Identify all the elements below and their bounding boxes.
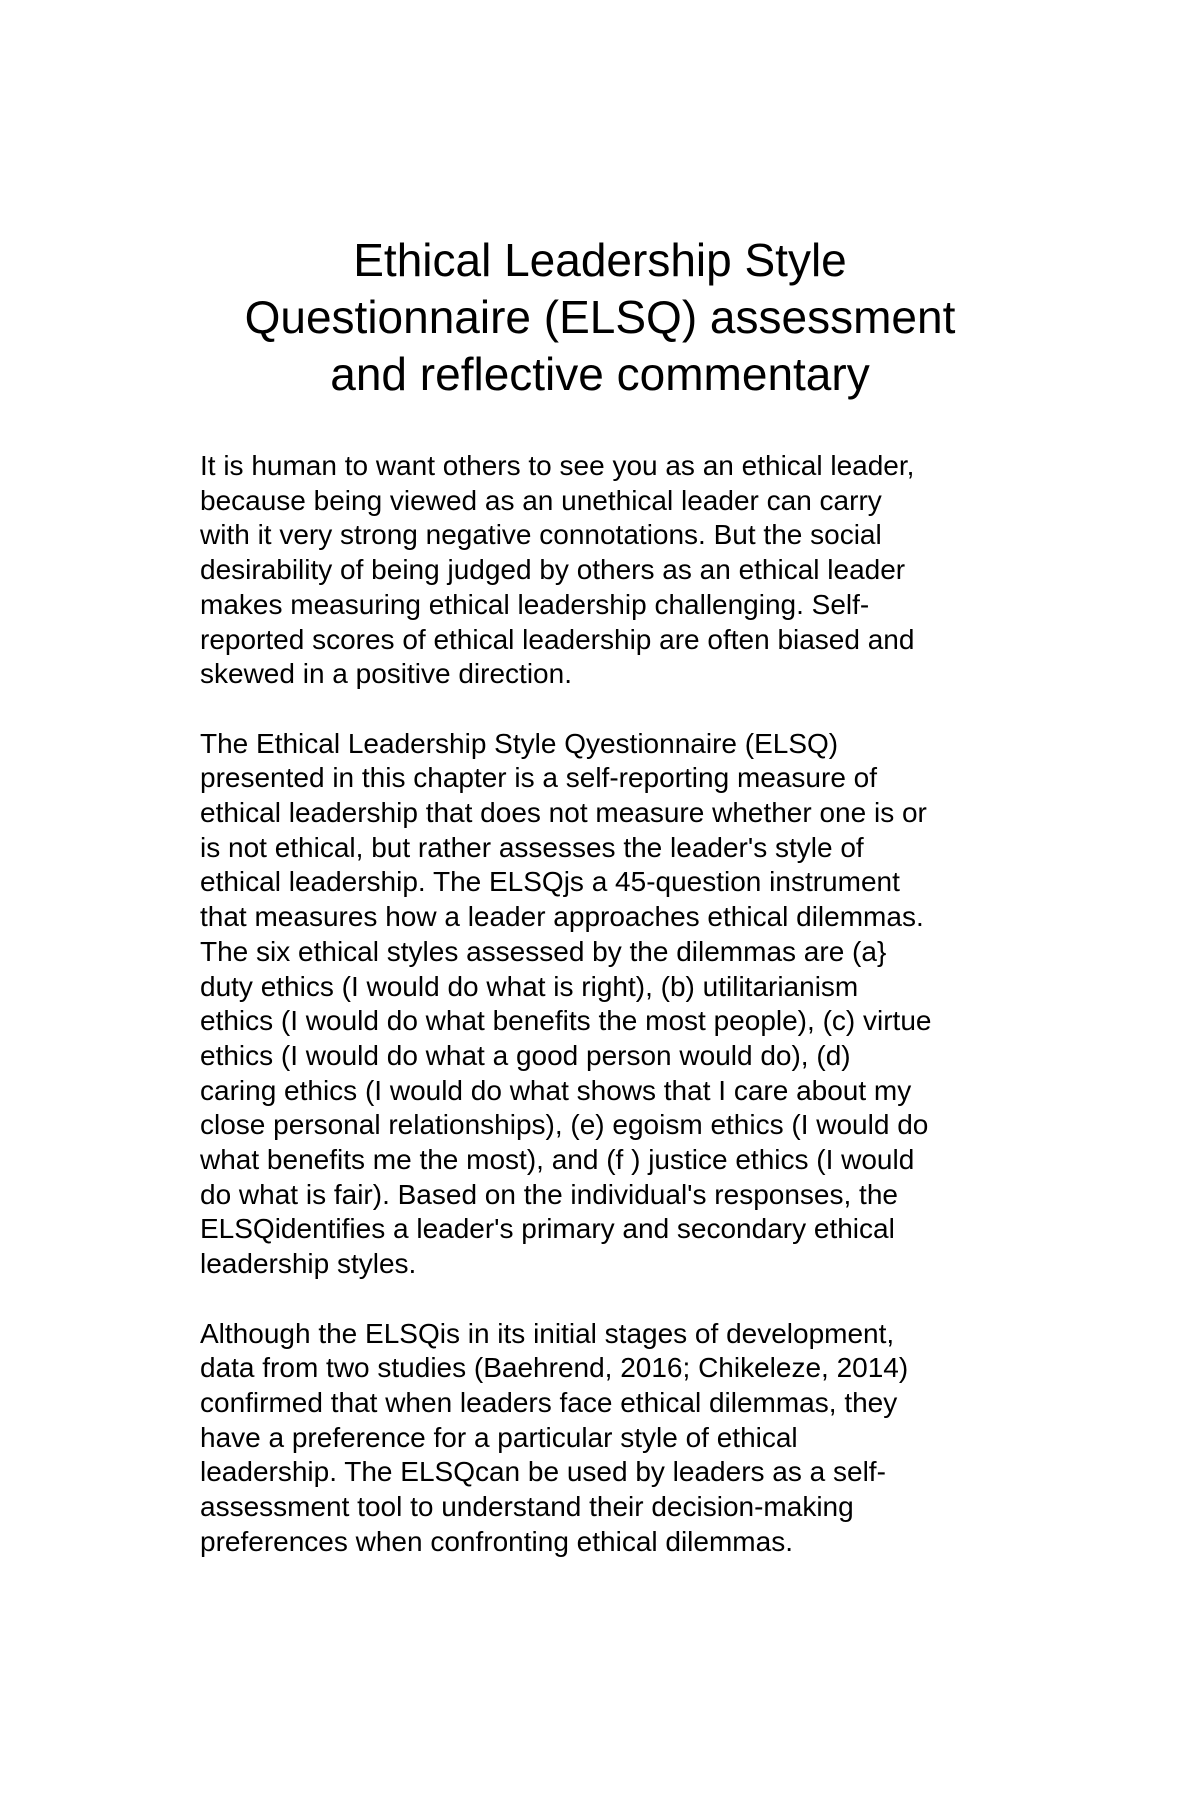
text-line: have a preference for a particular style of ethical: [200, 1421, 798, 1453]
text-line: ELSQidentifies a leader's primary and secondary ethical: [200, 1213, 895, 1245]
text-line: ethics (I would do what benefits the most people), (c) virtue: [200, 1005, 932, 1037]
document-title: [150, 232, 1050, 403]
text-line: leadership styles.: [200, 1248, 417, 1280]
text-line: assessment tool to understand their decision-making: [200, 1491, 854, 1523]
text-line: presented in this chapter is a self-reporting measure of: [200, 762, 878, 794]
text-line: The six ethical styles assessed by the dilemmas are (a}: [200, 935, 887, 967]
text-line: is not ethical, but rather assesses the leader's style of: [200, 831, 864, 863]
title-line: and reflective commentary: [330, 348, 870, 400]
text-line: because being viewed as an unethical leader can carry: [200, 484, 882, 516]
text-line: do what is fair). Based on the individual's responses, the: [200, 1178, 898, 1210]
paragraph-elsq-development: [200, 1317, 1040, 1560]
text-line: that measures how a leader approaches ethical dilemmas.: [200, 901, 924, 933]
text-line: Although the ELSQis in its initial stages of development,: [200, 1317, 895, 1349]
text-line: caring ethics (I would do what shows that I care about my: [200, 1074, 912, 1106]
text-line: ethical leadership. The ELSQjs a 45-question instrument: [200, 866, 900, 898]
paragraph-intro: [200, 449, 1040, 692]
text-line: confirmed that when leaders face ethical dilemmas, they: [200, 1386, 898, 1418]
text-line: leadership. The ELSQcan be used by leaders as a self-: [200, 1456, 886, 1488]
text-line: makes measuring ethical leadership challenging. Self-: [200, 588, 870, 620]
text-line: ethical leadership that does not measure whether one is or: [200, 797, 927, 829]
text-line: preferences when confronting ethical dilemmas.: [200, 1525, 793, 1557]
text-line: desirability of being judged by others as an ethical leader: [200, 554, 906, 586]
text-line: duty ethics (I would do what is right), (b) utilitarianism: [200, 970, 859, 1002]
text-line: what benefits me the most), and (f ) justice ethics (I would: [200, 1144, 915, 1176]
text-line: with it very strong negative connotations. But the social: [200, 519, 882, 551]
paragraph-elsq-description: [200, 727, 1040, 1282]
text-line: skewed in a positive direction.: [200, 658, 572, 690]
title-line: Ethical Leadership Style: [353, 234, 847, 286]
text-line: close personal relationships), (e) egoism ethics (I would do: [200, 1109, 929, 1141]
text-line: It is human to want others to see you as an ethical leader,: [200, 450, 915, 481]
text-line: The Ethical Leadership Style Qyestionnaire (ELSQ): [200, 727, 839, 759]
title-line: Questionnaire (ELSQ) assessment: [244, 291, 956, 343]
document-body: [200, 449, 1040, 1594]
text-line: data from two studies (Baehrend, 2016; Chikeleze, 2014): [200, 1352, 909, 1384]
text-line: ethics (I would do what a good person would do), (d): [200, 1039, 851, 1071]
text-line: reported scores of ethical leadership are often biased and: [200, 623, 915, 655]
